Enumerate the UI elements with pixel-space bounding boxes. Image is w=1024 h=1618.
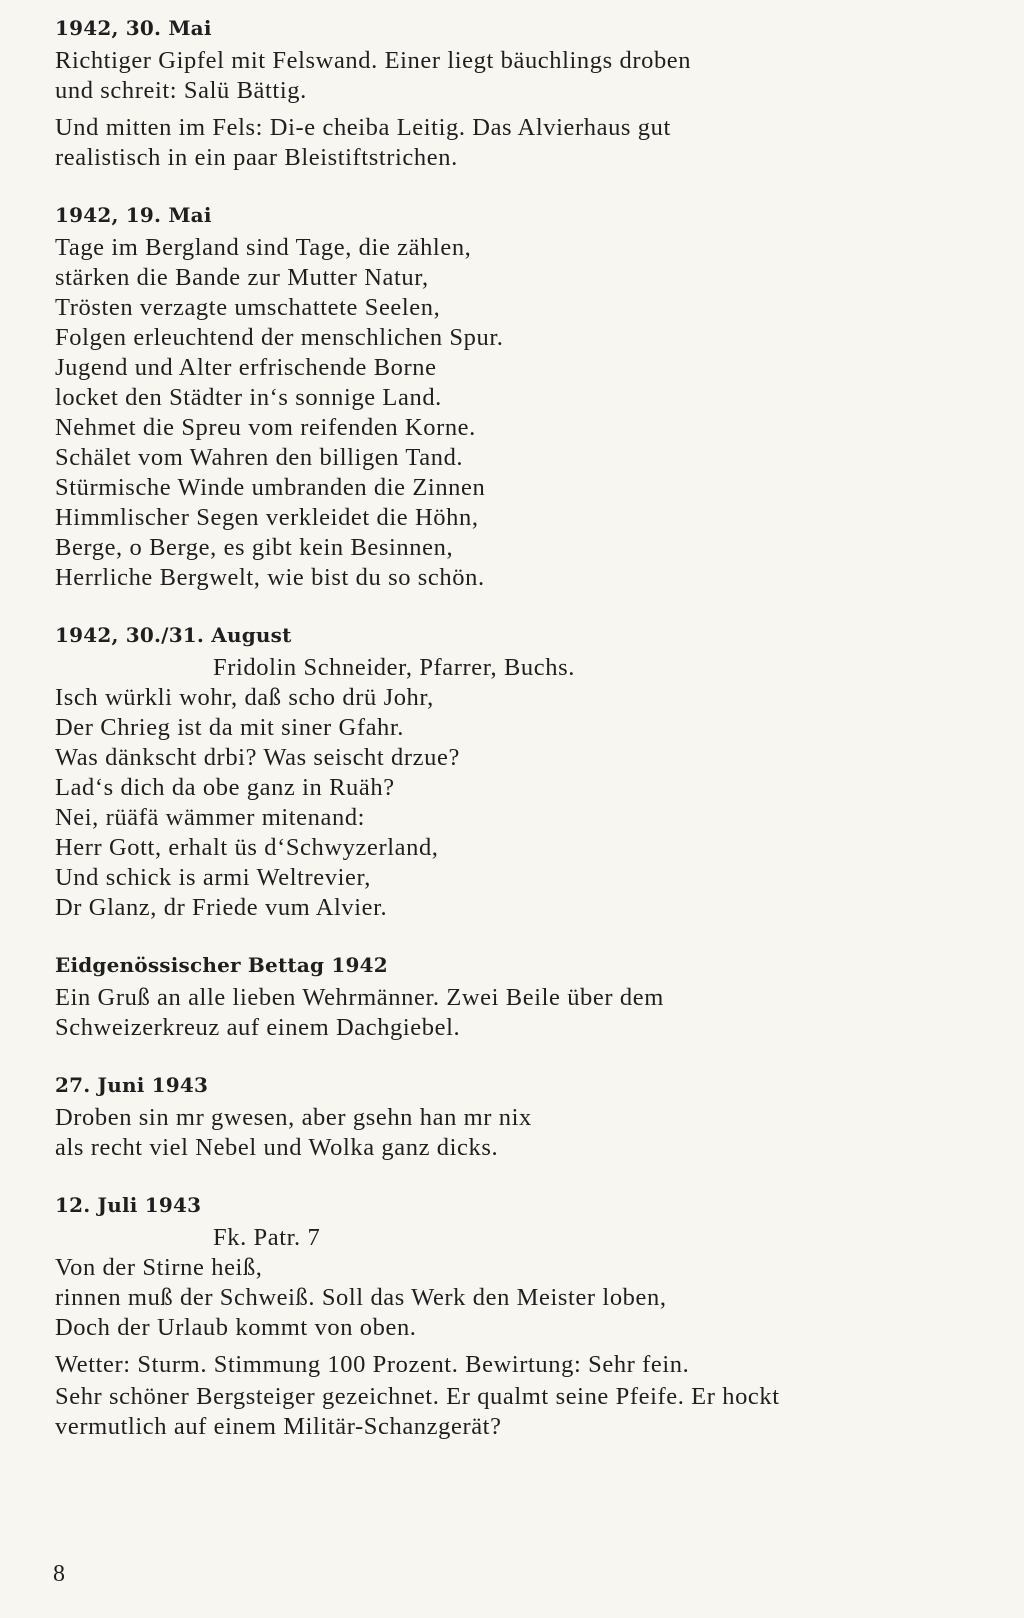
paragraph [55, 113, 985, 173]
entry-author: Fridolin Schneider, Pfarrer, Buchs. [213, 654, 575, 681]
poem-line: Und schick is armi Weltrevier, [55, 864, 371, 891]
entry-1942-05-19 [55, 201, 985, 593]
text-line: vermutlich auf einem Militär-Schanzgerät? [55, 1413, 502, 1440]
entry-heading: 1942, 30./31. August [55, 623, 292, 647]
poem-line: Herr Gott, erhalt üs d‘Schwyzerland, [55, 834, 439, 861]
entry-1943-07-12 [55, 1191, 985, 1442]
poem-line: Herrliche Bergwelt, wie bist du so schön. [55, 564, 485, 591]
entry-bettag-1942 [55, 951, 985, 1043]
poem-line: Himmlischer Segen verkleidet die Höhn, [55, 504, 479, 531]
text-line: Von der Stirne heiß, [55, 1254, 263, 1281]
text-line: Und mitten im Fels: Di-e cheiba Leitig. Das Alvierhaus gut [55, 114, 671, 141]
entry-heading: 1942, 19. Mai [55, 203, 212, 227]
poem-line: Nei, rüäfä wämmer mitenand: [55, 804, 366, 831]
text-line: Richtiger Gipfel mit Felswand. Einer liegt bäuchlings droben [55, 47, 692, 74]
poem-line: Jugend und Alter erfrischende Borne [55, 354, 437, 381]
entry-1942-05-30 [55, 14, 985, 173]
paragraph [55, 1103, 985, 1163]
poem [55, 683, 985, 923]
poem-line: Der Chrieg ist da mit siner Gfahr. [55, 714, 405, 741]
text-line: Sehr schöner Bergsteiger gezeichnet. Er qualmt seine Pfeife. Er hockt [55, 1383, 780, 1410]
entry-1943-06-27 [55, 1071, 985, 1163]
paragraph [55, 983, 985, 1043]
text-line: Wetter: Sturm. Stimmung 100 Prozent. Bewirtung: Sehr fein. [55, 1351, 690, 1378]
entry-heading: Eidgenössischer Bettag 1942 [55, 953, 388, 977]
paragraph [55, 1382, 985, 1442]
text-line: Schweizerkreuz auf einem Dachgiebel. [55, 1014, 461, 1041]
text-line: Ein Gruß an alle lieben Wehrmänner. Zwei Beile über dem [55, 984, 664, 1011]
poem [55, 233, 985, 593]
paragraph [55, 46, 985, 106]
entry-heading: 1942, 30. Mai [55, 16, 212, 40]
poem-line: stärken die Bande zur Mutter Natur, [55, 264, 429, 291]
poem-line: Trösten verzagte umschattete Seelen, [55, 294, 441, 321]
poem-line: Nehmet die Spreu vom reifenden Korne. [55, 414, 476, 441]
paragraph [55, 1350, 985, 1380]
poem-line: Schälet vom Wahren den billigen Tand. [55, 444, 464, 471]
text-line: rinnen muß der Schweiß. Soll das Werk den Meister loben, [55, 1284, 667, 1311]
poem-line: Tage im Bergland sind Tage, die zählen, [55, 234, 472, 261]
poem-line: Dr Glanz, dr Friede vum Alvier. [55, 894, 388, 921]
poem-line: locket den Städter in‘s sonnige Land. [55, 384, 442, 411]
text-line: als recht viel Nebel und Wolka ganz dicks. [55, 1134, 499, 1161]
paragraph [55, 1253, 985, 1343]
entry-1942-08-30 [55, 621, 985, 923]
entry-heading: 27. Juni 1943 [55, 1073, 209, 1097]
poem-line: Stürmische Winde umbranden die Zinnen [55, 474, 486, 501]
text-line: Droben sin mr gwesen, aber gsehn han mr nix [55, 1104, 532, 1131]
poem-line: Berge, o Berge, es gibt kein Besinnen, [55, 534, 454, 561]
text-line: Doch der Urlaub kommt von oben. [55, 1314, 417, 1341]
entry-heading: 12. Juli 1943 [55, 1193, 202, 1217]
page-content [55, 14, 985, 1442]
entry-author: Fk. Patr. 7 [213, 1224, 321, 1251]
text-line: und schreit: Salü Bättig. [55, 77, 307, 104]
text-line: realistisch in ein paar Bleistiftstrichen. [55, 144, 458, 171]
poem-line: Was dänkscht drbi? Was seischt drzue? [55, 744, 460, 771]
poem-line: Lad‘s dich da obe ganz in Ruäh? [55, 774, 395, 801]
poem-line: Folgen erleuchtend der menschlichen Spur. [55, 324, 504, 351]
poem-line: Isch würkli wohr, daß scho drü Johr, [55, 684, 434, 711]
page-number: 8 [53, 1561, 65, 1587]
